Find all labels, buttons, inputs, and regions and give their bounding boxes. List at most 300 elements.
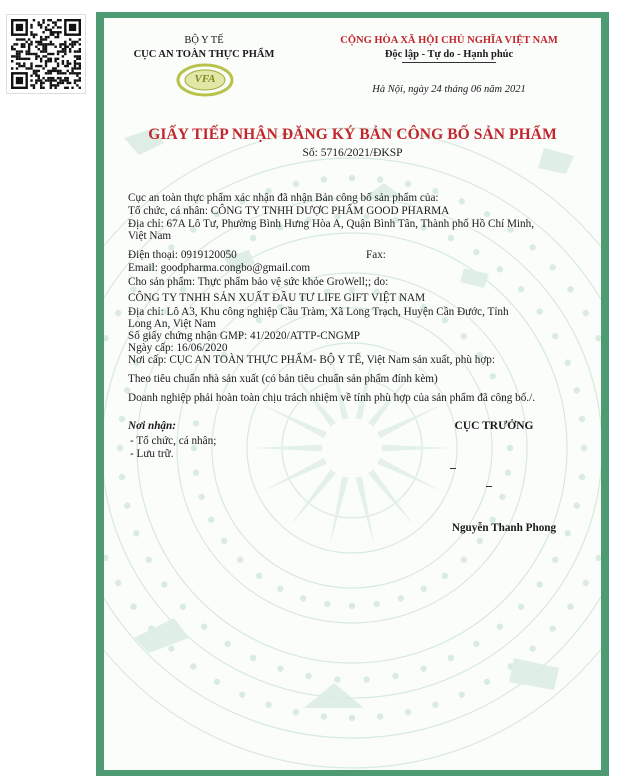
qr-module [52,67,54,69]
qr-module [38,41,40,43]
qr-module [30,24,32,26]
qr-module [71,41,73,43]
qr-module [11,48,13,50]
qr-module [18,53,20,55]
signature-mark [450,468,456,469]
qr-module [45,62,47,64]
qr-module [74,60,76,62]
qr-module [62,72,64,74]
qr-module [57,36,59,38]
qr-module [30,75,32,77]
qr-module [28,48,30,50]
motto-underline [402,62,496,63]
qr-module [54,24,56,26]
qr-module [35,72,37,74]
qr-module [74,50,76,52]
qr-module [13,55,15,57]
qr-module [62,43,64,45]
qr-module [47,70,49,72]
qr-module [79,62,81,64]
qr-module [47,72,49,74]
qr-module [74,72,76,74]
qr-module [67,65,69,67]
qr-module [42,19,44,21]
qr-module [30,43,32,45]
qr-module [18,38,20,40]
qr-module [57,19,59,21]
qr-module [38,75,40,77]
qr-module [42,38,44,40]
qr-module [11,55,13,57]
qr-module [71,67,73,69]
qr-module [47,58,49,60]
qr-module [42,21,44,23]
qr-module [57,82,59,84]
recipient-item: - Lưu trữ. [130,448,174,460]
qr-module [35,58,37,60]
qr-module [47,60,49,62]
qr-module [21,38,23,40]
qr-module [40,24,42,26]
qr-module [62,62,64,64]
qr-module [57,53,59,55]
qr-module [59,82,61,84]
qr-module [52,21,54,23]
qr-module [47,24,49,26]
qr-code [6,14,86,94]
manufacturer-address-line: Địa chỉ: Lô A3, Khu công nghiệp Cầu Tràm, Xã Long Trạch, Huyện Cần Đước, Tỉnh [128,306,509,318]
qr-module [54,60,56,62]
qr-module [45,36,47,38]
qr-module [28,53,30,55]
qr-module [52,70,54,72]
qr-module [59,79,61,81]
qr-module [79,55,81,57]
qr-module [74,62,76,64]
qr-module [45,79,47,81]
qr-module [71,87,73,89]
qr-module [67,77,69,79]
qr-module [50,77,52,79]
qr-module [50,31,52,33]
qr-module [79,50,81,52]
qr-module [40,41,42,43]
qr-module [54,70,56,72]
qr-module [33,70,35,72]
qr-module [38,55,40,57]
manufacturer-address-continued: Long An, Việt Nam [128,318,216,330]
qr-module [16,50,18,52]
qr-module [50,60,52,62]
qr-finder-pattern [69,24,76,31]
qr-module [71,43,73,45]
qr-code-graphic [11,19,81,89]
qr-module [40,38,42,40]
qr-module [76,55,78,57]
qr-module [47,19,49,21]
qr-module [59,26,61,28]
qr-module [69,38,71,40]
country-name: CỘNG HÒA XÃ HỘI CHỦ NGHĨA VIỆT NAM [340,35,558,46]
qr-module [45,65,47,67]
qr-module [76,79,78,81]
qr-module [28,58,30,60]
qr-module [79,87,81,89]
qr-module [79,65,81,67]
qr-module [25,50,27,52]
qr-module [50,33,52,35]
qr-module [47,36,49,38]
qr-module [67,79,69,81]
qr-module [16,58,18,60]
certificate-paper [104,18,601,770]
qr-module [74,65,76,67]
qr-module [50,43,52,45]
qr-module [64,46,66,48]
qr-module [33,84,35,86]
qr-module [79,67,81,69]
qr-module [47,29,49,31]
qr-module [21,50,23,52]
qr-module [35,75,37,77]
qr-module [76,50,78,52]
qr-module [57,72,59,74]
qr-module [57,65,59,67]
qr-module [30,26,32,28]
qr-module [18,62,20,64]
qr-module [11,60,13,62]
confirmation-line: Cục an toàn thực phẩm xác nhận đã nhận Bản công bố sản phẩm của: [128,192,439,204]
qr-module [16,53,18,55]
qr-module [57,50,59,52]
qr-module [50,87,52,89]
qr-module [33,53,35,55]
certificate-frame [96,12,609,776]
vfa-logo-text: VFA [194,73,216,85]
qr-module [40,79,42,81]
qr-module [38,43,40,45]
product-line: Cho sản phẩm: Thực phẩm bảo vệ sức khỏe GroWell;; do: [128,276,389,288]
qr-module [18,58,20,60]
qr-module [40,26,42,28]
qr-module [11,46,13,48]
fax-line: Fax: [366,249,386,261]
qr-module [52,33,54,35]
qr-module [40,84,42,86]
qr-module [40,87,42,89]
qr-module [42,67,44,69]
qr-module [45,38,47,40]
qr-module [47,79,49,81]
qr-module [76,84,78,86]
signer-role: CỤC TRƯỞNG [454,420,534,432]
qr-module [40,60,42,62]
qr-module [57,33,59,35]
qr-module [74,79,76,81]
qr-module [50,70,52,72]
qr-module [76,58,78,60]
qr-module [35,55,37,57]
qr-module [71,46,73,48]
qr-module [33,72,35,74]
qr-module [33,36,35,38]
standard-line: Theo tiêu chuẩn nhà sản xuất (có bản tiêu chuẩn sản phẩm đính kèm) [128,373,438,385]
qr-module [42,82,44,84]
qr-module [57,62,59,64]
qr-module [28,46,30,48]
qr-module [52,84,54,86]
qr-module [16,67,18,69]
qr-module [76,41,78,43]
qr-module [64,50,66,52]
qr-module [67,70,69,72]
qr-module [74,67,76,69]
qr-module [52,77,54,79]
qr-module [16,38,18,40]
qr-module [25,67,27,69]
qr-module [69,50,71,52]
qr-module [62,50,64,52]
qr-module [50,41,52,43]
qr-module [59,77,61,79]
qr-module [59,70,61,72]
qr-module [18,50,20,52]
qr-module [30,41,32,43]
qr-module [42,48,44,50]
qr-module [23,43,25,45]
qr-module [45,43,47,45]
qr-module [30,31,32,33]
responsibility-line: Doanh nghiệp phải hoàn toàn chịu trách nhiệm về tính phù hợp của sản phẩm đã công bố./. [128,392,536,404]
qr-module [64,43,66,45]
qr-module [50,58,52,60]
qr-module [30,79,32,81]
qr-module [11,67,13,69]
qr-module [13,48,15,50]
qr-module [45,48,47,50]
qr-module [42,43,44,45]
qr-module [54,36,56,38]
qr-module [74,82,76,84]
qr-module [52,26,54,28]
qr-module [54,58,56,60]
qr-module [62,82,64,84]
qr-module [69,72,71,74]
qr-module [79,38,81,40]
qr-module [69,48,71,50]
place-date: Hà Nội, ngày 24 tháng 06 năm 2021 [372,84,526,95]
qr-module [59,46,61,48]
qr-module [23,62,25,64]
qr-module [28,50,30,52]
qr-module [30,33,32,35]
qr-module [67,82,69,84]
qr-module [18,65,20,67]
qr-module [76,72,78,74]
qr-finder-pattern [16,77,23,84]
qr-module [18,55,20,57]
qr-module [59,19,61,21]
qr-module [54,21,56,23]
issue-date-line: Ngày cấp: 16/06/2020 [128,342,228,354]
qr-module [50,84,52,86]
qr-module [47,43,49,45]
qr-module [69,43,71,45]
qr-module [59,31,61,33]
qr-module [16,55,18,57]
qr-module [21,43,23,45]
qr-module [35,41,37,43]
qr-module [42,31,44,33]
qr-module [71,72,73,74]
qr-module [76,62,78,64]
qr-module [40,65,42,67]
qr-module [33,33,35,35]
phone-line: Điện thoại: 0919120050 [128,249,237,261]
qr-module [38,24,40,26]
qr-module [50,82,52,84]
qr-module [13,43,15,45]
qr-module [23,58,25,60]
qr-module [38,21,40,23]
qr-module [35,53,37,55]
qr-module [64,79,66,81]
qr-module [40,50,42,52]
qr-module [69,62,71,64]
qr-module [64,65,66,67]
qr-module [62,48,64,50]
qr-module [54,46,56,48]
qr-module [67,62,69,64]
recipients-heading: Nơi nhận: [128,420,176,432]
qr-module [33,19,35,21]
qr-module [45,26,47,28]
qr-module [45,72,47,74]
qr-module [52,31,54,33]
qr-module [74,41,76,43]
qr-module [45,60,47,62]
qr-module [50,29,52,31]
qr-module [54,87,56,89]
qr-module [52,53,54,55]
qr-module [16,43,18,45]
qr-module [57,70,59,72]
qr-module [35,46,37,48]
qr-module [57,31,59,33]
document-number: Số: 5716/2021/ĐKSP [302,147,403,159]
qr-module [57,84,59,86]
qr-module [74,55,76,57]
qr-module [40,82,42,84]
qr-module [50,19,52,21]
qr-module [54,84,56,86]
qr-module [38,77,40,79]
qr-module [52,79,54,81]
qr-module [30,62,32,64]
qr-module [54,31,56,33]
qr-module [50,72,52,74]
qr-module [67,87,69,89]
qr-module [38,70,40,72]
qr-module [35,79,37,81]
qr-module [79,79,81,81]
qr-module [50,53,52,55]
qr-module [23,46,25,48]
qr-module [42,77,44,79]
qr-module [23,65,25,67]
qr-module [79,43,81,45]
qr-module [28,43,30,45]
qr-module [59,50,61,52]
qr-module [79,72,81,74]
qr-module [40,58,42,60]
qr-module [50,79,52,81]
qr-module [38,65,40,67]
qr-module [57,77,59,79]
qr-module [38,79,40,81]
qr-module [69,82,71,84]
qr-module [40,43,42,45]
qr-module [76,75,78,77]
qr-module [54,79,56,81]
qr-module [64,48,66,50]
qr-module [45,29,47,31]
qr-module [67,46,69,48]
qr-module [25,58,27,60]
qr-module [64,41,66,43]
qr-module [35,65,37,67]
qr-module [30,67,32,69]
qr-module [64,72,66,74]
qr-module [59,43,61,45]
qr-module [54,67,56,69]
issuer-line: Nơi cấp: CỤC AN TOÀN THỰC PHẨM- BỘ Y TẾ, Việt Nam sản xuất, phù hợp: [128,354,495,366]
qr-module [42,46,44,48]
qr-module [47,77,49,79]
qr-module [52,43,54,45]
vfa-logo [176,63,234,97]
qr-finder-pattern [16,24,23,31]
department-name: CỤC AN TOÀN THỰC PHẨM [133,49,275,60]
qr-module [79,48,81,50]
qr-module [30,53,32,55]
qr-module [71,70,73,72]
qr-module [23,38,25,40]
qr-module [45,46,47,48]
qr-module [64,87,66,89]
signer-name: Nguyễn Thanh Phong [451,522,557,534]
qr-module [33,87,35,89]
qr-module [47,53,49,55]
organization-line: Tổ chức, cá nhân: CÔNG TY TNHH DƯỢC PHẨM GOOD PHARMA [128,205,450,217]
qr-module [42,50,44,52]
qr-module [64,77,66,79]
qr-module [57,26,59,28]
qr-module [45,55,47,57]
qr-module [45,50,47,52]
qr-module [67,60,69,62]
qr-module [35,82,37,84]
qr-module [21,58,23,60]
qr-module [25,41,27,43]
qr-module [79,77,81,79]
qr-module [35,33,37,35]
qr-module [25,53,27,55]
qr-module [30,84,32,86]
ministry-name: BỘ Y TẾ [184,35,224,46]
document-title: GIẤY TIẾP NHẬN ĐĂNG KÝ BẢN CÔNG BỐ SẢN PHẨM [148,126,557,143]
qr-module [30,65,32,67]
